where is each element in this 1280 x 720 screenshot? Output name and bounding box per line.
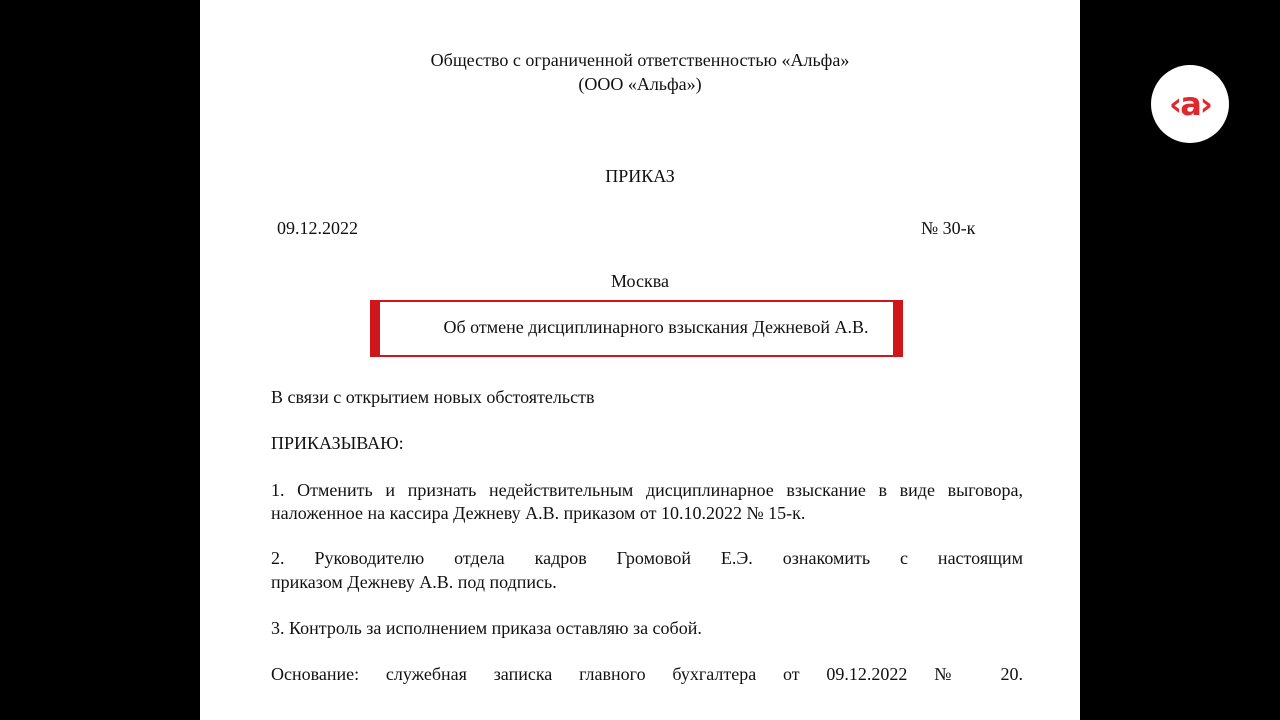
order-heading: ПРИКАЗЫВАЮ: bbox=[271, 433, 404, 453]
organization-short-name: (ООО «Альфа») bbox=[578, 74, 702, 94]
order-item-2-line-1: 2. Руководителю отдела кадров Громовой Е.Э. ознакомить с настоящим bbox=[271, 548, 1023, 568]
order-item-1-line-1: 1. Отменить и признать недействительным дисциплинарное взыскание в виде выговора, bbox=[271, 480, 1023, 500]
order-item-2-line-2: приказом Дежневу А.В. под подпись. bbox=[271, 572, 557, 592]
organization-name: Общество с ограниченной ответственностью «Альфа» bbox=[430, 50, 850, 70]
document-date: 09.12.2022 bbox=[277, 218, 358, 238]
document-number: № 30-к bbox=[921, 218, 976, 238]
alfa-logo-icon: ‹a› bbox=[1169, 85, 1211, 123]
order-item-1-line-2: наложенное на кассира Дежневу А.В. приказом от 10.10.2022 № 15-к. bbox=[271, 503, 806, 523]
brand-logo bbox=[1151, 65, 1229, 143]
preamble-text: В связи с открытием новых обстоятельств bbox=[271, 387, 595, 407]
document-city: Москва bbox=[611, 271, 669, 291]
document-subject: Об отмене дисциплинарного взыскания Дежневой А.В. bbox=[443, 317, 869, 337]
basis-line: Основание: служебная записка главного бухгалтера от 09.12.2022 № 20. bbox=[271, 664, 1023, 684]
document-type-title: ПРИКАЗ bbox=[605, 166, 675, 186]
document-page bbox=[200, 0, 1080, 720]
order-item-3: 3. Контроль за исполнением приказа оставляю за собой. bbox=[271, 618, 702, 638]
